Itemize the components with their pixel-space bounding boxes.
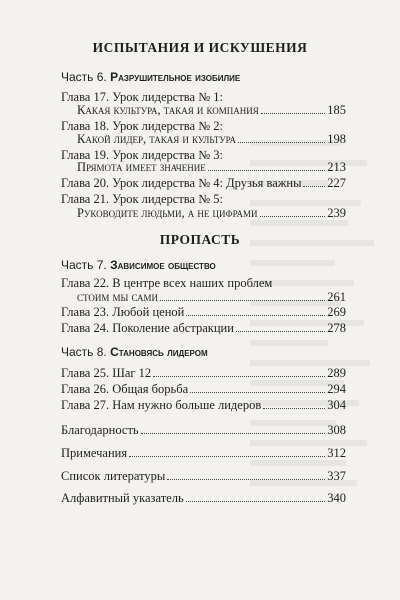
toc-entry [61, 321, 346, 335]
toc-entry [61, 469, 346, 483]
page-number: 289 [327, 366, 346, 380]
toc-chapter [61, 119, 346, 133]
toc-entry [61, 398, 346, 412]
chapter-title: Глава 22. В центре всех наших проблем [61, 276, 273, 290]
page-number: 239 [327, 206, 346, 220]
chapter-subtitle: Руководите людьми, а не цифрами [77, 206, 258, 220]
leader-dots [236, 331, 325, 332]
leader-dots [303, 186, 325, 187]
toc-entry [61, 176, 346, 190]
leader-dots [160, 300, 325, 301]
toc-entry [61, 491, 346, 505]
section-title: ИСПЫТАНИЯ И ИСКУШЕНИЯ [92, 40, 308, 55]
leader-dots [186, 501, 326, 502]
part-heading [61, 258, 216, 272]
page-number: 261 [327, 290, 346, 304]
toc-entry [77, 290, 346, 304]
back-matter-title: Список литературы [61, 469, 166, 483]
toc-entry [77, 103, 346, 117]
page-number: 340 [327, 491, 346, 505]
toc-entry [77, 160, 346, 174]
section-title: ПРОПАСТЬ [159, 232, 241, 247]
leader-dots [190, 392, 325, 393]
leader-dots [141, 433, 326, 434]
page-number: 308 [327, 423, 346, 437]
page-number: 312 [327, 446, 346, 460]
leader-dots [263, 408, 325, 409]
leader-dots [260, 216, 326, 217]
page-number: 337 [327, 469, 346, 483]
page-number: 294 [327, 382, 346, 396]
chapter-subtitle: Какой лидер, такая и культура [77, 132, 237, 146]
toc-entry [61, 382, 346, 396]
part-name: Становясь лидером [110, 345, 208, 359]
leader-dots [129, 456, 325, 457]
leader-dots [208, 170, 326, 171]
leader-dots [238, 142, 325, 143]
chapter-title: Глава 17. Урок лидерства № 1: [61, 90, 223, 104]
page-number: 198 [327, 132, 346, 146]
chapter-title: Глава 24. Поколение абстракции [61, 321, 234, 335]
back-matter-title: Алфавитный указатель [61, 491, 184, 505]
toc-entry [61, 366, 346, 380]
toc-entry [77, 206, 346, 220]
leader-dots [167, 479, 325, 480]
chapter-title: Глава 23. Любой ценой [61, 305, 185, 319]
part-heading [61, 70, 240, 84]
part-heading [61, 345, 208, 359]
chapter-title: Глава 25. Шаг 12 [61, 366, 152, 380]
back-matter-title: Благодарность [61, 423, 139, 437]
chapter-subtitle: Какая культура, такая и компания [77, 103, 259, 117]
page-number: 213 [327, 160, 346, 174]
part-number: Часть 8. [61, 345, 107, 359]
part-number: Часть 6. [61, 70, 107, 84]
page-number: 185 [327, 103, 346, 117]
chapter-title: Глава 19. Урок лидерства № 3: [61, 148, 223, 162]
toc-entry [61, 423, 346, 437]
chapter-subtitle: Прямота имеет значение [77, 160, 206, 174]
toc-chapter [61, 90, 346, 104]
chapter-title: Глава 27. Нам нужно больше лидеров [61, 398, 262, 412]
chapter-title: Глава 21. Урок лидерства № 5: [61, 192, 223, 206]
part-name: Разрушительное изобилие [110, 70, 241, 84]
leader-dots [261, 113, 325, 114]
page-number: 269 [327, 305, 346, 319]
toc-entry [77, 132, 346, 146]
toc-entry [61, 446, 346, 460]
chapter-title: Глава 18. Урок лидерства № 2: [61, 119, 223, 133]
page-number: 304 [327, 398, 346, 412]
part-number: Часть 7. [61, 258, 107, 272]
toc-chapter [61, 276, 346, 290]
chapter-title: Глава 26. Общая борьба [61, 382, 189, 396]
chapter-subtitle: стоим мы сами [77, 290, 159, 304]
page-number: 278 [327, 321, 346, 335]
toc-entry [61, 305, 346, 319]
part-name: Зависимое общество [110, 258, 216, 272]
leader-dots [153, 376, 325, 377]
toc-chapter [61, 192, 346, 206]
leader-dots [186, 315, 325, 316]
back-matter-title: Примечания [61, 446, 128, 460]
page-number: 227 [327, 176, 346, 190]
chapter-title: Глава 20. Урок лидерства № 4: Друзья важны [61, 176, 302, 190]
